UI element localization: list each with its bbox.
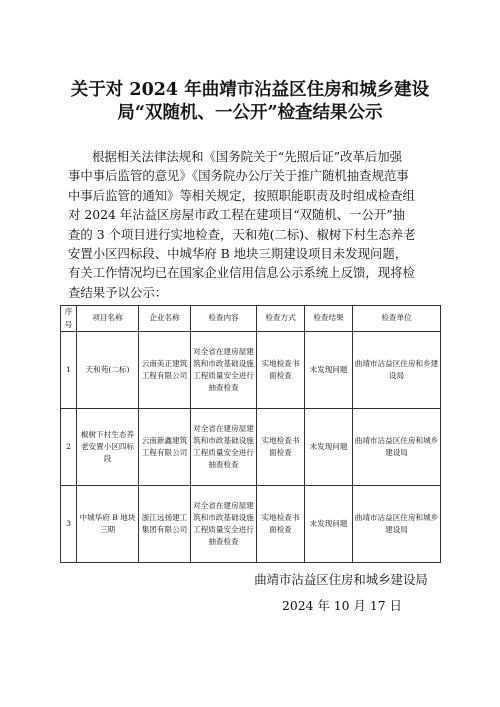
body-line: 查结果予以公示： (68, 284, 168, 300)
header-method: 检查方式 (257, 306, 305, 332)
cell-project: 天和苑(二标) (77, 332, 139, 409)
body-line: 查的 3 个项目进行实地检查，天和苑(二标)、椒树下村生态养老 (68, 226, 416, 242)
table-row (61, 409, 441, 486)
body-line: 对 2024 年沾益区房屋市政工程在建项目“双随机、一公开”抽 (68, 207, 406, 223)
body-line: 事中事后监管的意见》《国务院办公厅关于推广随机抽查规范事 (68, 168, 409, 184)
cell-method: 实地检查书面检查 (257, 332, 305, 409)
header-result: 检查结果 (305, 306, 353, 332)
cell-result: 未发现问题 (305, 409, 353, 486)
title-line: 局“双随机、一公开”检查结果公示 (117, 103, 383, 123)
cell-method: 实地检查书面检查 (257, 486, 305, 563)
header-unit: 检查单位 (353, 306, 441, 332)
signature-block (236, 567, 446, 619)
cell-content: 对全省在建房屋建筑和市政基础设施工程质量安全进行抽查检查 (191, 486, 257, 563)
cell-project: 椒树下村生态养老安置小区四标段 (77, 409, 139, 486)
inspection-results-table (60, 305, 441, 563)
body-line: 安置小区四标段、中城华府 B 地块三期建设项目未发现问题， (68, 246, 408, 262)
cell-unit: 曲靖市沾益区住房和乡建设局 (353, 332, 441, 409)
cell-unit: 曲靖市沾益区住房和城乡建设局 (353, 409, 441, 486)
body-line: 根据相关法律法规和《国务院关于“先照后证”改革后加强 (92, 149, 403, 164)
table-row (61, 486, 441, 563)
cell-no: 1 (61, 332, 77, 409)
header-project: 项目名称 (77, 306, 139, 332)
cell-result: 未发现问题 (305, 332, 353, 409)
cell-project: 中城华府 B 地块三期 (77, 486, 139, 563)
cell-no: 2 (61, 409, 77, 486)
cell-content: 对全省在建房屋建筑和市政基础设施工程质量安全进行抽查检查 (191, 409, 257, 486)
title-line: 关于对 2024 年曲靖市沾益区住房和城乡建设 (70, 80, 430, 100)
signature-org: 曲靖市沾益区住房和城乡建设局 (254, 572, 428, 587)
cell-unit: 曲靖市沾益区住房和城乡建设局 (353, 486, 441, 563)
table-row (61, 332, 441, 409)
cell-company: 浙江远扬建工集团有限公司 (139, 486, 191, 563)
header-company: 企业名称 (139, 306, 191, 332)
cell-method: 实地检查书面检查 (257, 409, 305, 486)
cell-company: 云南新鑫建筑工程有限公司 (139, 409, 191, 486)
body-paragraph (68, 147, 440, 302)
cell-result: 未发现问题 (305, 486, 353, 563)
header-content: 检查内容 (191, 306, 257, 332)
document-title (40, 79, 460, 125)
table-header-row (61, 306, 441, 332)
signature-date: 2024 年 10 月 17 日 (282, 598, 402, 613)
cell-no: 3 (61, 486, 77, 563)
body-line: 中事后监管的通知》等相关规定，按照职能职责及时组成检查组 (68, 187, 415, 203)
cell-company: 云南美正建筑工程有限公司 (139, 332, 191, 409)
cell-content: 对全省在建房屋建筑和市政基础设施工程质量安全进行抽查检查 (191, 332, 257, 409)
header-no: 序号 (61, 306, 77, 332)
body-line: 有关工作情况均已在国家企业信用信息公示系统上反馈，现将检 (68, 265, 415, 281)
